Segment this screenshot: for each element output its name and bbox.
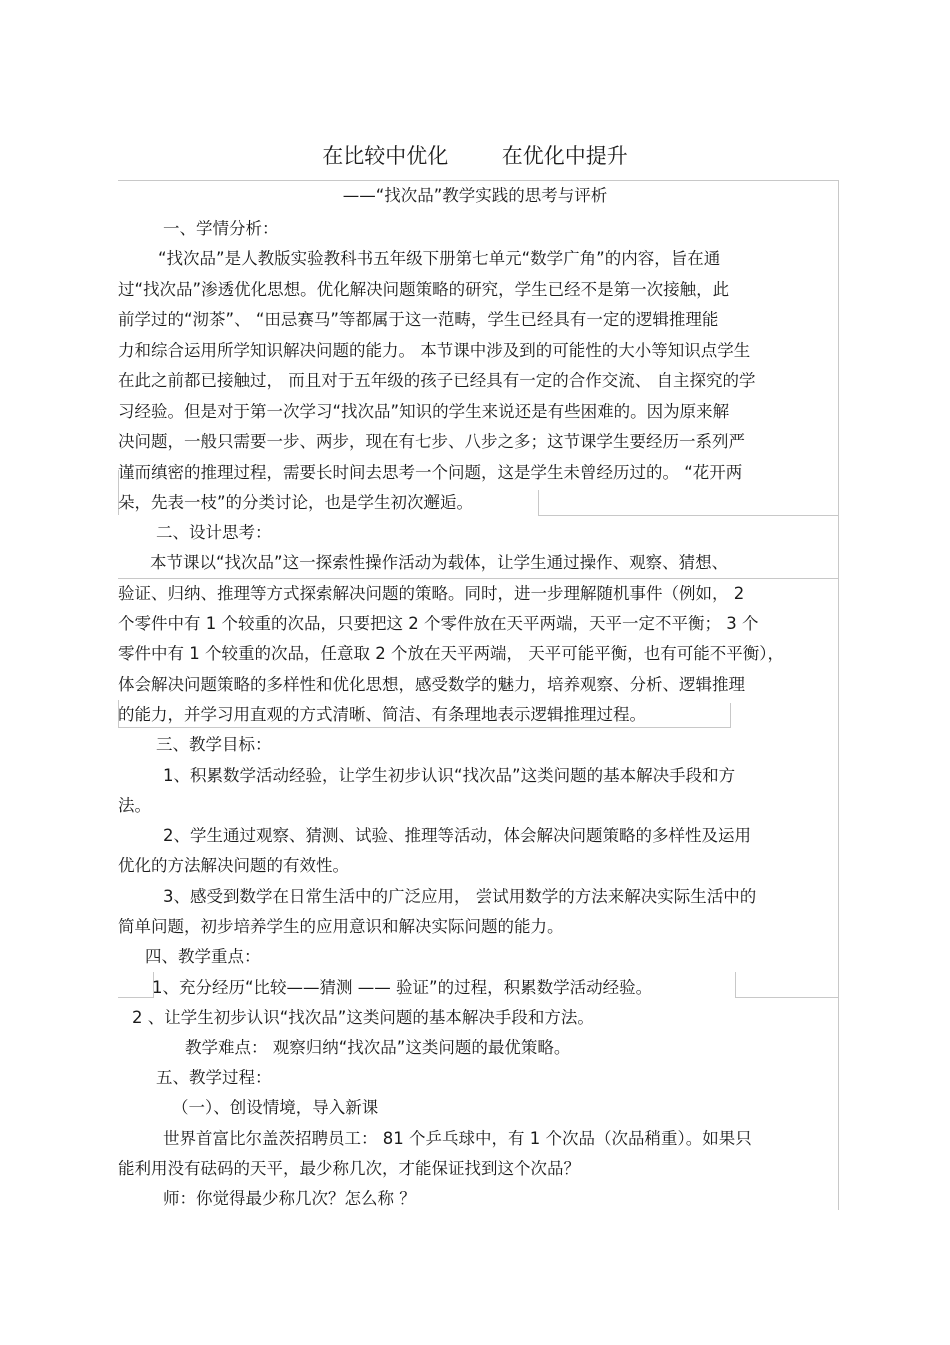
section-heading: 五、教学过程： xyxy=(156,1068,272,1087)
subsection-heading: （一）、创设情境，导入新课 xyxy=(172,1098,379,1117)
paragraph-line: 世界首富比尔盖茨招聘员工： 81 个乒乓球中，有 1 个次品（次品稍重）。如果只 xyxy=(163,1129,752,1148)
section-heading: 二、设计思考： xyxy=(156,523,272,542)
paragraph-line: 习经验。但是对于第一次学习“找次品”知识的学生来说还是有些困难的。因为原来解 xyxy=(118,402,730,421)
paragraph-line: 能利用没有砝码的天平，最少称几次，才能保证找到这个次品？ xyxy=(118,1159,580,1178)
key-point-item: 2 、让学生初步认识“找次品”这类问题的基本解决手段和方法。 xyxy=(132,1008,594,1027)
difficulty-line: 教学难点： 观察归纳“找次品”这类问题的最优策略。 xyxy=(185,1038,571,1057)
paragraph-line: 零件中有 1 个较重的次品，任意取 2 个放在天平两端， 天平可能平衡，也有可能不平衡）， xyxy=(118,644,784,663)
document-subtitle: ——“找次品”教学实践的思考与评析 xyxy=(342,186,608,205)
frame-line xyxy=(118,578,838,579)
paragraph-line: 体会解决问题策略的多样性和优化思想，感受数学的魅力，培养观察、分析、逻辑推理 xyxy=(118,675,745,694)
paragraph-line: 法。 xyxy=(118,796,151,815)
paragraph-line: 优化的方法解决问题的有效性。 xyxy=(118,856,349,875)
paragraph-line: 验证、归纳、推理等方式探索解决问题的策略。同时，进一步理解随机事件（例如， 2 xyxy=(118,584,745,603)
goal-item: 2、学生通过观察、猜测、试验、推理等活动，体会解决问题策略的多样性及运用 xyxy=(163,826,751,845)
document-title: 在比较中优化 在优化中提升 xyxy=(322,144,628,168)
section-heading: 一、学情分析： xyxy=(163,219,279,238)
goal-item: 3、感受到数学在日常生活中的广泛应用， 尝试用数学的方法来解决实际生活中的 xyxy=(163,887,757,906)
paragraph-line: 本节课以“找次品”这一探索性操作活动为载体，让学生通过操作、观察、猜想、 xyxy=(150,553,729,572)
frame-line xyxy=(118,727,730,728)
key-point-item: 1、充分经历“比较——猜测 —— 验证”的过程，积累数学活动经验。 xyxy=(152,978,653,997)
section-heading: 三、教学目标： xyxy=(156,735,272,754)
dialogue-line: 师：你觉得最少称几次？怎么称 ？ xyxy=(163,1189,416,1208)
paragraph-line: “找次品”是人教版实验教科书五年级下册第七单元“数学广角”的内容，旨在通 xyxy=(158,249,721,268)
frame-line xyxy=(538,515,838,516)
frame-line xyxy=(118,997,154,998)
rule-under-title xyxy=(118,180,838,181)
section-heading: 四、教学重点： xyxy=(145,947,261,966)
goal-item: 1、积累数学活动经验，让学生初步认识“找次品”这类问题的基本解决手段和方 xyxy=(163,766,736,785)
paragraph-line: 的能力，并学习用直观的方式清晰、简洁、有条理地表示逻辑推理过程。 xyxy=(118,705,646,724)
paragraph-line: 过“找次品”渗透优化思想。优化解决问题策略的研究，学生已经不是第一次接触，此 xyxy=(118,280,730,299)
paragraph-line: 个零件中有 1 个较重的次品，只要把这 2 个零件放在天平两端，天平一定不平衡； 3 个 xyxy=(118,614,759,633)
paragraph-line: 在此之前都已接触过， 而且对于五年级的孩子已经具有一定的合作交流、 自主探究的学 xyxy=(118,371,756,390)
paragraph-line: 力和综合运用所学知识解决问题的能力。 本节课中涉及到的可能性的大小等知识点学生 xyxy=(118,341,751,360)
paragraph-line: 谨而缜密的推理过程，需要长时间去思考一个问题，这是学生未曾经历过的。 “花开两 xyxy=(118,463,743,482)
paragraph-line: 前学过的“沏茶”、 “田忌赛马”等都属于这一范畴，学生已经具有一定的逻辑推理能 xyxy=(118,310,719,329)
paragraph-line: 朵，先表一枝”的分类讨论，也是学生初次邂逅。 xyxy=(118,493,474,512)
paragraph-line: 决问题，一般只需要一步、两步，现在有七步、八步之多；这节课学生要经历一系列严 xyxy=(118,432,745,451)
paragraph-line: 简单问题，初步培养学生的应用意识和解决实际问题的能力。 xyxy=(118,917,564,936)
